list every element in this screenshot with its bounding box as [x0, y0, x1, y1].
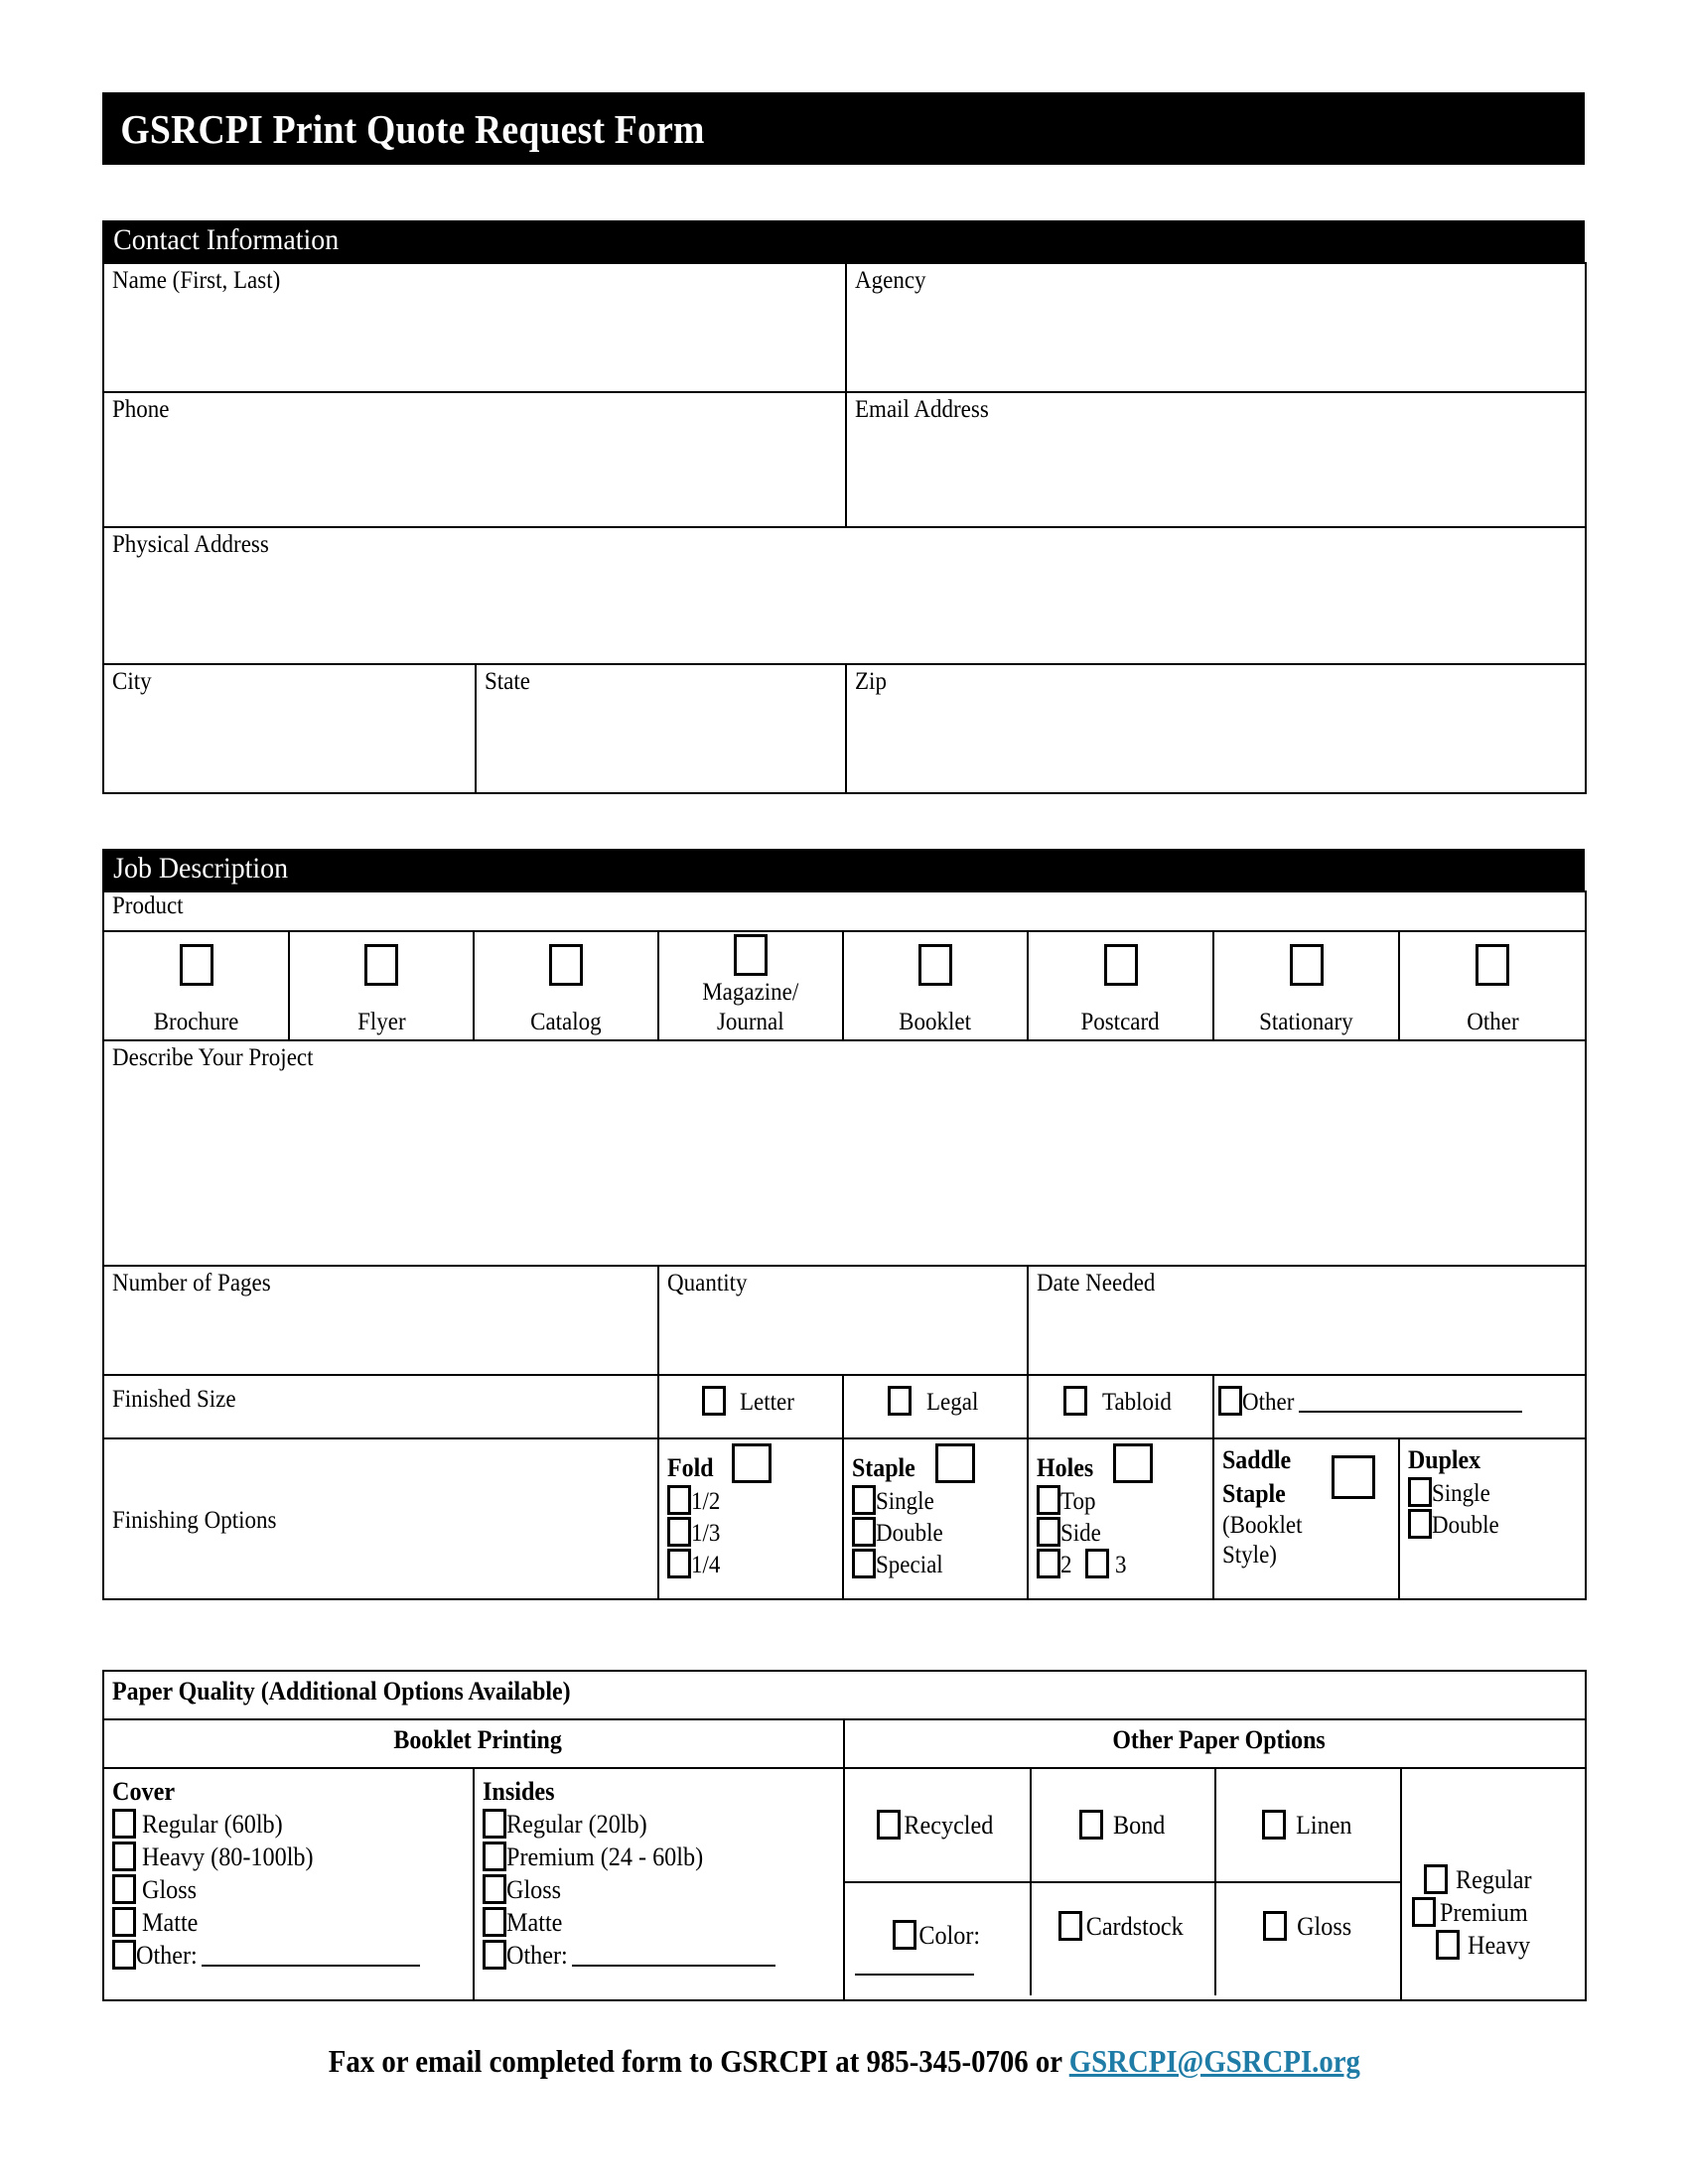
product-option-brochure[interactable] — [103, 931, 289, 1040]
product-label-5: Postcard — [1080, 1009, 1161, 1035]
insides-option-regular-label: Regular (20lb) — [506, 1810, 647, 1839]
email-link[interactable]: GSRCPI@GSRCPI.org — [1068, 2043, 1360, 2079]
paper-option-linen[interactable] — [1215, 1769, 1400, 1882]
job-description-section — [102, 849, 1585, 1600]
checkbox-icon[interactable] — [877, 1810, 901, 1840]
checkbox-icon[interactable] — [180, 944, 213, 986]
phone-field-cell[interactable] — [103, 392, 846, 527]
finishing-options-row — [103, 1438, 1586, 1599]
holes-count-row — [1037, 1549, 1212, 1580]
zip-field-cell[interactable] — [846, 664, 1586, 793]
finished-size-label-cell — [103, 1375, 658, 1438]
staple-option-single[interactable] — [852, 1485, 1027, 1517]
checkbox-icon[interactable] — [918, 944, 952, 986]
paper-weight-group — [1401, 1768, 1586, 2000]
fold-option-half[interactable] — [667, 1485, 842, 1517]
insides-option-premium[interactable] — [483, 1841, 843, 1873]
duplex-option-double-label: Double — [1432, 1512, 1499, 1539]
holes-count-3-label: 3 — [1114, 1552, 1126, 1578]
contact-information-header — [102, 220, 1585, 262]
staple-option-double-label: Double — [876, 1520, 943, 1547]
job-description-title: Job Description — [102, 849, 1585, 890]
contact-information-table — [102, 262, 1587, 794]
fold-option-quarter-label: 1/4 — [691, 1552, 721, 1578]
page-title: GSRCPI Print Quote Request Form — [120, 105, 705, 152]
duplex-option-single-label: Single — [1432, 1480, 1490, 1507]
finished-size-legal-label: Legal — [925, 1389, 979, 1416]
paper-options-row — [103, 1768, 1586, 2000]
holes-count-2-label: 2 — [1060, 1552, 1072, 1578]
footer-text: Fax or email completed form to GSRCPI at 985-345-0706 or — [328, 2043, 1069, 2079]
fold-option-third[interactable] — [667, 1517, 842, 1549]
insides-option-gloss[interactable] — [483, 1873, 843, 1906]
checkbox-icon[interactable] — [1063, 1386, 1087, 1416]
cover-title: Cover — [112, 1777, 176, 1806]
fold-option-half-label: 1/2 — [691, 1488, 721, 1515]
product-option-magazine-journal[interactable] — [658, 931, 843, 1040]
table-row — [103, 263, 1586, 392]
duplex-option-single[interactable] — [1408, 1477, 1585, 1509]
finished-size-tabloid-label: Tabloid — [1101, 1389, 1172, 1416]
insides-option-matte[interactable] — [483, 1906, 843, 1939]
checkbox-icon[interactable] — [1263, 1911, 1287, 1941]
paper-weight-heavy[interactable] — [1436, 1929, 1585, 1962]
saddle-staple-note-line1: (Booklet — [1222, 1512, 1303, 1539]
other-paper-options-grid-cell — [844, 1768, 1401, 2000]
insides-option-premium-label: Premium (24 - 60lb) — [506, 1843, 704, 1871]
product-option-postcard[interactable] — [1028, 931, 1213, 1040]
product-label-7: Other — [1466, 1009, 1519, 1035]
cover-option-matte[interactable] — [112, 1906, 473, 1939]
saddle-staple-note-line2: Style) — [1222, 1542, 1277, 1569]
finishing-options-label: Finishing Options — [112, 1506, 277, 1534]
finishing-options-label-cell — [103, 1438, 658, 1599]
paper-option-recycled[interactable] — [845, 1769, 1031, 1882]
checkbox-icon[interactable] — [483, 1874, 506, 1904]
paper-option-color[interactable] — [845, 1882, 1031, 1995]
physical-address-field-cell[interactable] — [103, 527, 1586, 664]
checkbox-icon[interactable] — [1037, 1485, 1060, 1515]
paper-option-color-input[interactable] — [855, 1974, 974, 1976]
contact-information-title: Contact Information — [102, 220, 1585, 262]
name-label: Name (First, Last) — [112, 267, 281, 294]
product-label-4: Booklet — [899, 1009, 972, 1035]
duplex-option-double[interactable] — [1408, 1509, 1585, 1541]
table-row — [103, 1040, 1586, 1266]
checkbox-icon[interactable] — [667, 1485, 691, 1515]
product-option-catalog[interactable] — [474, 931, 658, 1040]
checkbox-icon[interactable] — [1037, 1549, 1060, 1578]
table-row — [103, 392, 1586, 527]
paper-option-bond[interactable] — [1031, 1769, 1215, 1882]
checkbox-icon[interactable] — [1079, 1810, 1103, 1840]
checkbox-icon[interactable] — [483, 1907, 506, 1937]
agency-label: Agency — [855, 267, 926, 294]
table-row — [103, 1671, 1586, 1719]
paper-quality-table — [102, 1670, 1587, 2001]
checkbox-icon[interactable] — [112, 1809, 136, 1839]
paper-option-gloss-label: Gloss — [1296, 1911, 1351, 1941]
cover-option-gloss[interactable] — [112, 1873, 473, 1906]
form-title-banner — [102, 92, 1585, 165]
product-sublabel-3: Magazine/ — [702, 979, 799, 1006]
table-row — [845, 1769, 1400, 1882]
table-row — [103, 527, 1586, 664]
number-of-pages-label: Number of Pages — [112, 1270, 271, 1297]
finished-size-legal[interactable] — [843, 1375, 1028, 1438]
staple-title: Staple — [852, 1453, 915, 1482]
table-row — [103, 664, 1586, 793]
table-row — [103, 1266, 1586, 1375]
insides-option-other[interactable] — [483, 1939, 843, 1972]
checkbox-icon[interactable] — [888, 1386, 912, 1416]
cover-option-other-label: Other: — [136, 1941, 198, 1970]
checkbox-icon[interactable] — [1085, 1549, 1109, 1578]
describe-project-label: Describe Your Project — [112, 1044, 314, 1071]
checkbox-icon[interactable] — [852, 1485, 876, 1515]
cover-option-heavy[interactable] — [112, 1841, 473, 1873]
paper-option-color-label: Color: — [917, 1920, 980, 1950]
product-label-1: Flyer — [356, 1009, 406, 1035]
checkbox-icon[interactable] — [1113, 1443, 1153, 1483]
checkbox-icon[interactable] — [483, 1940, 506, 1970]
holes-option-side-label: Side — [1060, 1520, 1101, 1547]
insides-option-regular[interactable] — [483, 1808, 843, 1841]
paper-weight-premium[interactable] — [1412, 1896, 1585, 1929]
checkbox-icon[interactable] — [483, 1842, 506, 1871]
state-label: State — [485, 668, 530, 695]
cover-paper-group — [103, 1768, 474, 2000]
insides-paper-group — [474, 1768, 844, 2000]
form-footer — [0, 2043, 1688, 2080]
checkbox-icon[interactable] — [112, 1907, 136, 1937]
paper-option-recycled-label: Recycled — [904, 1810, 994, 1840]
paper-quality-title: Paper Quality (Additional Options Available) — [112, 1677, 571, 1706]
fold-title: Fold — [667, 1453, 714, 1482]
describe-project-cell[interactable] — [103, 1040, 1586, 1266]
finishing-holes-group — [1028, 1438, 1213, 1599]
staple-option-single-label: Single — [876, 1488, 934, 1515]
holes-title: Holes — [1037, 1453, 1094, 1482]
booklet-printing-header-cell — [103, 1719, 844, 1768]
checkbox-icon[interactable] — [112, 1940, 136, 1970]
product-label-cell — [103, 891, 1586, 931]
paper-option-cardstock-label: Cardstock — [1085, 1911, 1184, 1941]
checkbox-icon[interactable] — [702, 1386, 726, 1416]
checkbox-icon[interactable] — [112, 1874, 136, 1904]
paper-weight-regular-label: Regular — [1456, 1864, 1532, 1894]
insides-option-other-input[interactable] — [572, 1943, 775, 1967]
staple-option-double[interactable] — [852, 1517, 1027, 1549]
insides-option-other-label: Other: — [506, 1941, 568, 1970]
cover-option-regular-label: Regular (60lb) — [142, 1810, 283, 1839]
job-description-table — [102, 890, 1587, 1600]
paper-option-cardstock[interactable] — [1031, 1882, 1215, 1995]
number-of-pages-cell[interactable] — [103, 1266, 658, 1375]
checkbox-icon[interactable] — [112, 1842, 136, 1871]
product-label-3: Journal — [717, 1009, 784, 1035]
paper-quality-section — [102, 1670, 1585, 2001]
fold-option-quarter[interactable] — [667, 1549, 842, 1580]
checkbox-icon[interactable] — [1408, 1477, 1432, 1507]
checkbox-icon[interactable] — [1218, 1386, 1242, 1416]
product-label-6: Stationary — [1259, 1009, 1353, 1035]
checkbox-icon[interactable] — [1037, 1517, 1060, 1547]
paper-weight-regular[interactable] — [1424, 1863, 1585, 1896]
city-field-cell[interactable] — [103, 664, 476, 793]
paper-option-bond-label: Bond — [1112, 1810, 1165, 1840]
finishing-saddle-staple-group[interactable] — [1213, 1438, 1399, 1599]
agency-field-cell[interactable] — [846, 263, 1586, 392]
paper-option-gloss[interactable] — [1215, 1882, 1400, 1995]
saddle-staple-title-line2: Staple — [1222, 1479, 1286, 1508]
product-option-stationary[interactable] — [1213, 931, 1399, 1040]
finished-size-row — [103, 1375, 1586, 1438]
phone-label: Phone — [112, 396, 170, 423]
checkbox-icon[interactable] — [1262, 1810, 1286, 1840]
quantity-label: Quantity — [667, 1270, 748, 1297]
checkbox-icon[interactable] — [734, 934, 768, 976]
date-needed-cell[interactable] — [1028, 1266, 1586, 1375]
quantity-cell[interactable] — [658, 1266, 1028, 1375]
finished-size-other-input[interactable] — [1299, 1389, 1522, 1413]
product-label-2: Catalog — [530, 1009, 602, 1035]
checkbox-icon[interactable] — [935, 1443, 975, 1483]
finished-size-label: Finished Size — [112, 1386, 236, 1413]
checkbox-icon[interactable] — [1058, 1911, 1082, 1941]
checkbox-icon[interactable] — [549, 944, 583, 986]
cover-option-other[interactable] — [112, 1939, 473, 1972]
checkbox-icon[interactable] — [893, 1920, 916, 1950]
staple-option-special-label: Special — [876, 1552, 943, 1578]
finished-size-letter-label: Letter — [740, 1389, 795, 1416]
zip-label: Zip — [855, 668, 887, 695]
checkbox-icon[interactable] — [1290, 944, 1324, 986]
state-field-cell[interactable] — [476, 664, 846, 793]
finished-size-other-label: Other — [1242, 1389, 1295, 1416]
product-option-booklet[interactable] — [843, 931, 1028, 1040]
paper-weight-heavy-label: Heavy — [1468, 1930, 1531, 1960]
checkbox-icon[interactable] — [1476, 944, 1509, 986]
insides-option-gloss-label: Gloss — [506, 1875, 562, 1904]
checkbox-icon[interactable] — [1332, 1455, 1375, 1499]
checkbox-icon[interactable] — [667, 1517, 691, 1547]
booklet-printing-label: Booklet Printing — [393, 1725, 562, 1754]
staple-option-special[interactable] — [852, 1549, 1027, 1580]
checkbox-icon[interactable] — [732, 1443, 772, 1483]
other-paper-options-header-cell — [844, 1719, 1586, 1768]
holes-option-top[interactable] — [1037, 1485, 1212, 1517]
checkbox-icon[interactable] — [364, 944, 398, 986]
job-description-header — [102, 849, 1585, 890]
name-field-cell[interactable] — [103, 263, 846, 392]
duplex-title: Duplex — [1408, 1445, 1481, 1474]
table-row — [103, 1719, 1586, 1768]
email-field-cell[interactable] — [846, 392, 1586, 527]
holes-option-side[interactable] — [1037, 1517, 1212, 1549]
checkbox-icon[interactable] — [1412, 1897, 1436, 1927]
finished-size-letter[interactable] — [658, 1375, 843, 1438]
cover-option-matte-label: Matte — [142, 1908, 199, 1937]
checkbox-icon[interactable] — [483, 1809, 506, 1839]
insides-option-matte-label: Matte — [506, 1908, 563, 1937]
checkbox-icon[interactable] — [1104, 944, 1138, 986]
other-paper-options-grid — [845, 1769, 1400, 1995]
product-label: Product — [112, 892, 184, 919]
table-row — [845, 1882, 1400, 1995]
finishing-staple-group — [843, 1438, 1028, 1599]
cover-option-gloss-label: Gloss — [142, 1875, 198, 1904]
physical-address-label: Physical Address — [112, 531, 269, 558]
holes-option-top-label: Top — [1060, 1488, 1096, 1515]
finished-size-tabloid[interactable] — [1028, 1375, 1213, 1438]
paper-option-linen-label: Linen — [1296, 1810, 1352, 1840]
paper-weight-premium-label: Premium — [1440, 1897, 1528, 1927]
checkbox-icon[interactable] — [852, 1549, 876, 1578]
date-needed-label: Date Needed — [1037, 1270, 1156, 1297]
finished-size-other[interactable] — [1213, 1375, 1586, 1438]
cover-option-regular[interactable] — [112, 1808, 473, 1841]
saddle-staple-title-line1: Saddle — [1222, 1445, 1292, 1474]
city-label: City — [112, 668, 152, 695]
finishing-duplex-group — [1399, 1438, 1586, 1599]
paper-quality-title-cell — [103, 1671, 1586, 1719]
product-label-0: Brochure — [153, 1009, 239, 1035]
product-option-other[interactable] — [1399, 931, 1586, 1040]
cover-option-other-input[interactable] — [202, 1943, 420, 1967]
product-options-row — [103, 931, 1586, 1040]
product-option-flyer[interactable] — [289, 931, 474, 1040]
email-address-label: Email Address — [855, 396, 989, 423]
finishing-fold-group — [658, 1438, 843, 1599]
fold-option-third-label: 1/3 — [691, 1520, 721, 1547]
checkbox-icon[interactable] — [1436, 1930, 1460, 1960]
checkbox-icon[interactable] — [1424, 1864, 1448, 1894]
checkbox-icon[interactable] — [852, 1517, 876, 1547]
other-paper-options-label: Other Paper Options — [1112, 1725, 1326, 1754]
cover-option-heavy-label: Heavy (80-100lb) — [142, 1843, 314, 1871]
contact-information-section — [102, 220, 1585, 794]
table-row — [103, 891, 1586, 931]
checkbox-icon[interactable] — [1408, 1509, 1432, 1539]
checkbox-icon[interactable] — [667, 1549, 691, 1578]
insides-title: Insides — [483, 1777, 555, 1806]
